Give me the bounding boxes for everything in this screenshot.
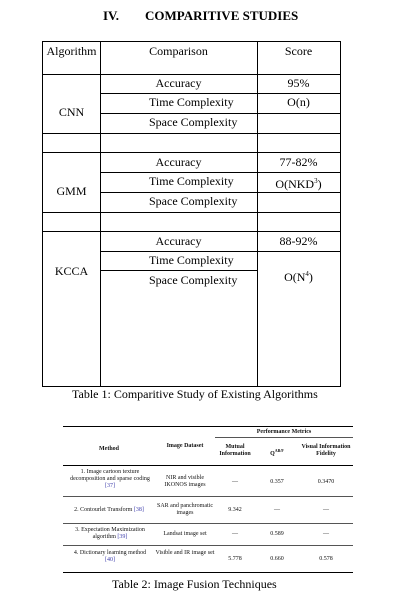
algorithm-name: CNN: [58, 105, 85, 119]
table-rule: [63, 545, 353, 546]
table-row-q: 0.660: [270, 556, 284, 562]
table-divider: [43, 133, 340, 134]
table-rule: [63, 572, 353, 573]
table-row-dataset: SAR and panchromatic images: [157, 503, 213, 516]
score-value: 88-92%: [279, 234, 318, 248]
header-algorithm: Algorithm: [46, 44, 97, 58]
table-divider: [100, 93, 340, 94]
table-row-vif: —: [323, 507, 329, 513]
table-divider: [43, 231, 340, 232]
table-rule: [63, 496, 353, 497]
fusion-table: [63, 426, 353, 573]
header-vif: Visual Information Fidelity: [301, 444, 351, 457]
section-title: COMPARITIVE STUDIES: [145, 8, 299, 23]
metric-label: Space Complexity: [149, 115, 238, 129]
table-divider: [100, 172, 340, 173]
metric-label: Time Complexity: [149, 174, 234, 188]
table-rule: [63, 523, 353, 524]
header-score: Score: [284, 44, 313, 58]
comparison-table: [42, 41, 341, 387]
header-method: Method: [99, 446, 119, 452]
metric-label: Accuracy: [155, 155, 202, 169]
metric-label: Time Complexity: [149, 95, 234, 109]
table-divider: [43, 74, 340, 75]
table-divider: [100, 270, 257, 271]
table-row-dataset: Landsat image set: [163, 531, 207, 537]
metric-label: Time Complexity: [149, 253, 234, 267]
group-header: Performance Metrics: [256, 429, 312, 435]
table-rule: [63, 465, 353, 466]
table-caption: Table 2: Image Fusion Techniques: [112, 577, 277, 591]
table-caption: Table 1: Comparitive Study of Existing Algorithms: [72, 387, 318, 401]
header-comparison: Comparison: [149, 44, 208, 58]
metric-label: Accuracy: [155, 234, 202, 248]
score-value: 95%: [287, 76, 310, 90]
table-divider: [100, 192, 340, 193]
algorithm-name: GMM: [56, 184, 87, 198]
table-row-dataset: NIR and visible IKONOS images: [164, 475, 206, 488]
header-q-metric: $Q^{AB/F}$: [270, 448, 284, 457]
score-value: 77-82%: [279, 155, 318, 169]
table-rule: [215, 437, 353, 438]
table-row-vif: 0.3470: [317, 479, 335, 485]
metric-label: Space Complexity: [149, 273, 238, 287]
table-row-method: 2. Contourlet Transform [38]: [74, 507, 144, 513]
score-value: $O(N^4)$: [284, 270, 313, 284]
table-row-vif: —: [323, 531, 329, 537]
header-dataset: Image Dataset: [166, 443, 204, 449]
table-row-q: 0.589: [270, 531, 284, 537]
table-divider: [100, 251, 340, 252]
table-row-method: 3. Expectation Maximization algorithm [39]: [75, 527, 145, 540]
table-row-mi: —: [232, 531, 238, 537]
table-divider: [43, 212, 340, 213]
table-divider: [43, 152, 340, 153]
table-row-mi: —: [232, 479, 238, 485]
score-value: O(n): [287, 95, 310, 109]
table-row-mi: 9.342: [228, 507, 242, 513]
metric-label: Accuracy: [155, 76, 202, 90]
table-row-method: 4. Dictionary learning method [40]: [73, 550, 147, 563]
table-row-dataset: Visible and IR image set: [155, 550, 215, 556]
table-row-vif: 0.578: [319, 556, 333, 562]
algorithm-name: KCCA: [54, 264, 89, 278]
table-divider: [100, 113, 340, 114]
header-mutual-information: Mutual Information: [219, 444, 251, 457]
table-row-mi: 5.778: [228, 556, 242, 562]
score-value: O(NKD$^3$): [275, 177, 322, 191]
table-row-q: —: [274, 507, 280, 513]
metric-label: Space Complexity: [149, 194, 238, 208]
section-number: IV.: [103, 8, 120, 23]
table-row-q: 0.357: [270, 479, 284, 485]
table-rule: [63, 426, 353, 427]
table-row-method: 1. Image cartoon texture decomposition and sparse coding [37]: [70, 469, 150, 489]
